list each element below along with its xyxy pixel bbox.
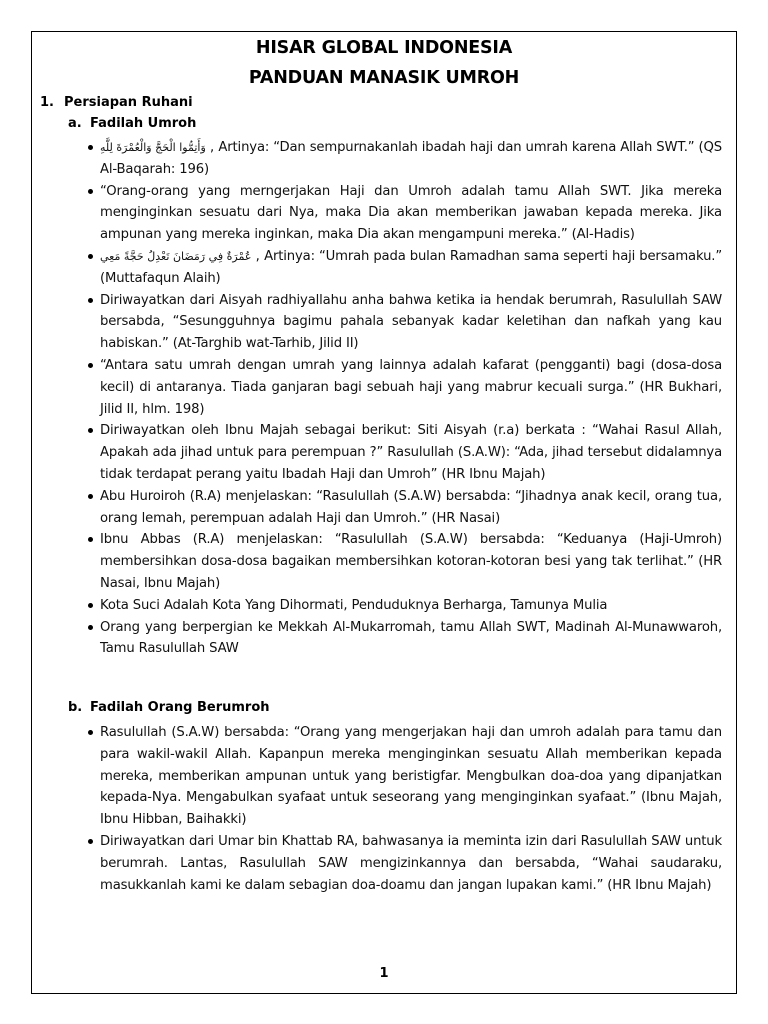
list-item-text: Rasulullah (S.A.W) bersabda: “Orang yang mengerjakan haji dan umroh adalah para tamu dan para wakil-wakil Allah. Kapanpun mereka menginginkan sesuatu Allah memberikan kepada mereka, memberikan ampunan untuk yang beristigfar. Mengbulkan doa-doa yang dipanjatkan kepada-Nya. Mengabulkan syafaat untuk seseorang yang menginginkan syafaat.” (Ibnu Majah, Ibnu Hibban, Baihakki): [100, 725, 722, 828]
subsection-b-heading: [68, 700, 270, 715]
document-title: HISAR GLOBAL INDONESIA: [255, 38, 513, 58]
list-item-text: Ibnu Abbas (R.A) menjelaskan: “Rasulullah (S.A.W) bersabda: “Keduanya (Haji-Umroh) membersihkan dosa-dosa bagaikan membersihkan kotoran-kotoran besi yang tak terlihat.” (HR Nasai, Ibnu Majah): [100, 532, 722, 591]
subsection-b-list: [88, 722, 722, 896]
list-item: [88, 831, 722, 896]
list-item: [88, 420, 722, 485]
list-item-text: Abu Huroiroh (R.A) menjelaskan: “Rasulullah (S.A.W) bersabda: “Jihadnya anak kecil, orang tua, orang lemah, perempuan adalah Haji dan Umroh.” (HR Nasai): [100, 488, 722, 526]
arabic-verse: عُمْرَةٌ فِي رَمَضَانَ تَعْدِلُ حَجَّةً مَعِي: [100, 249, 252, 263]
subsection-a-heading: [68, 116, 196, 131]
list-item-text: Diriwayatkan oleh Ibnu Majah sebagai berikut: Siti Aisyah (r.a) berkata : “Wahai Rasul Allah, Apakah ada jihad untuk para perempuan ?” Rasulullah (S.A.W): “Ada, jihad tersebut didalamnya tidak terdapat perang yaitu Ibadah Haji dan Umroh” (HR Ibnu Majah): [100, 423, 722, 482]
list-item-text: Orang yang berpergian ke Mekkah Al-Mukarromah, tamu Allah SWT, Madinah Al-Munawwaroh, Tamu Rasulullah SAW: [100, 619, 722, 657]
list-item: [88, 290, 722, 355]
list-item-text: , Artinya: “Dan sempurnakanlah ibadah haji dan umrah karena Allah SWT.” (QS Al-Baqarah: 196): [100, 140, 722, 177]
list-item: [88, 246, 722, 290]
list-item: [88, 355, 722, 420]
list-item-text: “Orang-orang yang merngerjakan Haji dan Umroh adalah tamu Allah SWT. Jika mereka menginginkan sesuatu dari Nya, maka Dia akan memberikan jawaban kepada mereka. Jika ampunan yang mereka inginkan, maka Dia akan mengampuni mereka.” (Al-Hadis): [100, 183, 722, 243]
subsection-a-title: Fadilah Umroh: [90, 116, 197, 131]
subsection-a-list: [88, 137, 722, 660]
list-item: [88, 486, 722, 530]
section-title: Persiapan Ruhani: [64, 95, 193, 110]
document-subtitle: PANDUAN MANASIK UMROH: [248, 68, 520, 88]
list-item: [88, 722, 722, 831]
section-heading: [40, 95, 193, 110]
list-item: [88, 617, 722, 661]
list-item: [88, 595, 722, 617]
list-item: [88, 529, 722, 594]
list-item-text: Diriwayatkan dari Umar bin Khattab RA, bahwasanya ia meminta izin dari Rasulullah SAW untuk berumrah. Lantas, Rasulullah SAW mengizinkannya dan bersabda, “Wahai saudaraku, masukkanlah kami ke dalam sebagian doa-doamu dan jangan lupakan kami.” (HR Ibnu Majah): [100, 833, 722, 893]
subsection-a-letter: a.: [68, 116, 82, 131]
subsection-b-letter: b.: [68, 700, 83, 715]
list-item: [88, 181, 722, 246]
page-number: 1: [379, 966, 389, 981]
list-item-text: , Artinya: “Umrah pada bulan Ramadhan sama seperti haji bersamaku.” (Muttafaqun Alaih): [100, 248, 722, 286]
list-item-text: “Antara satu umrah dengan umrah yang lainnya adalah kafarat (pengganti) bagi (dosa-dosa kecil) di antaranya. Tiada ganjaran bagi sebuah haji yang mabrur kecuali surga.” (HR Bukhari, Jilid II, hlm. 198): [100, 357, 722, 417]
list-item: [88, 137, 722, 181]
list-item-text: Diriwayatkan dari Aisyah radhiyallahu anha bahwa ketika ia hendak berumrah, Rasulullah SAW bersabda, “Sesungguhnya bagimu pahala sebanyak kadar keletihan dan nafkah yang kau habiskan.” (At-Targhib wat-Tarhib, Jilid II): [100, 292, 722, 352]
arabic-verse: وَأَتِمُّوا الْحَجَّ وَالْعُمْرَةَ لِلَّهِ: [100, 141, 206, 154]
subsection-b-title: Fadilah Orang Berumroh: [90, 700, 270, 715]
section-number: 1.: [40, 95, 54, 110]
list-item-text: Kota Suci Adalah Kota Yang Dihormati, Penduduknya Berharga, Tamunya Mulia: [100, 597, 608, 613]
